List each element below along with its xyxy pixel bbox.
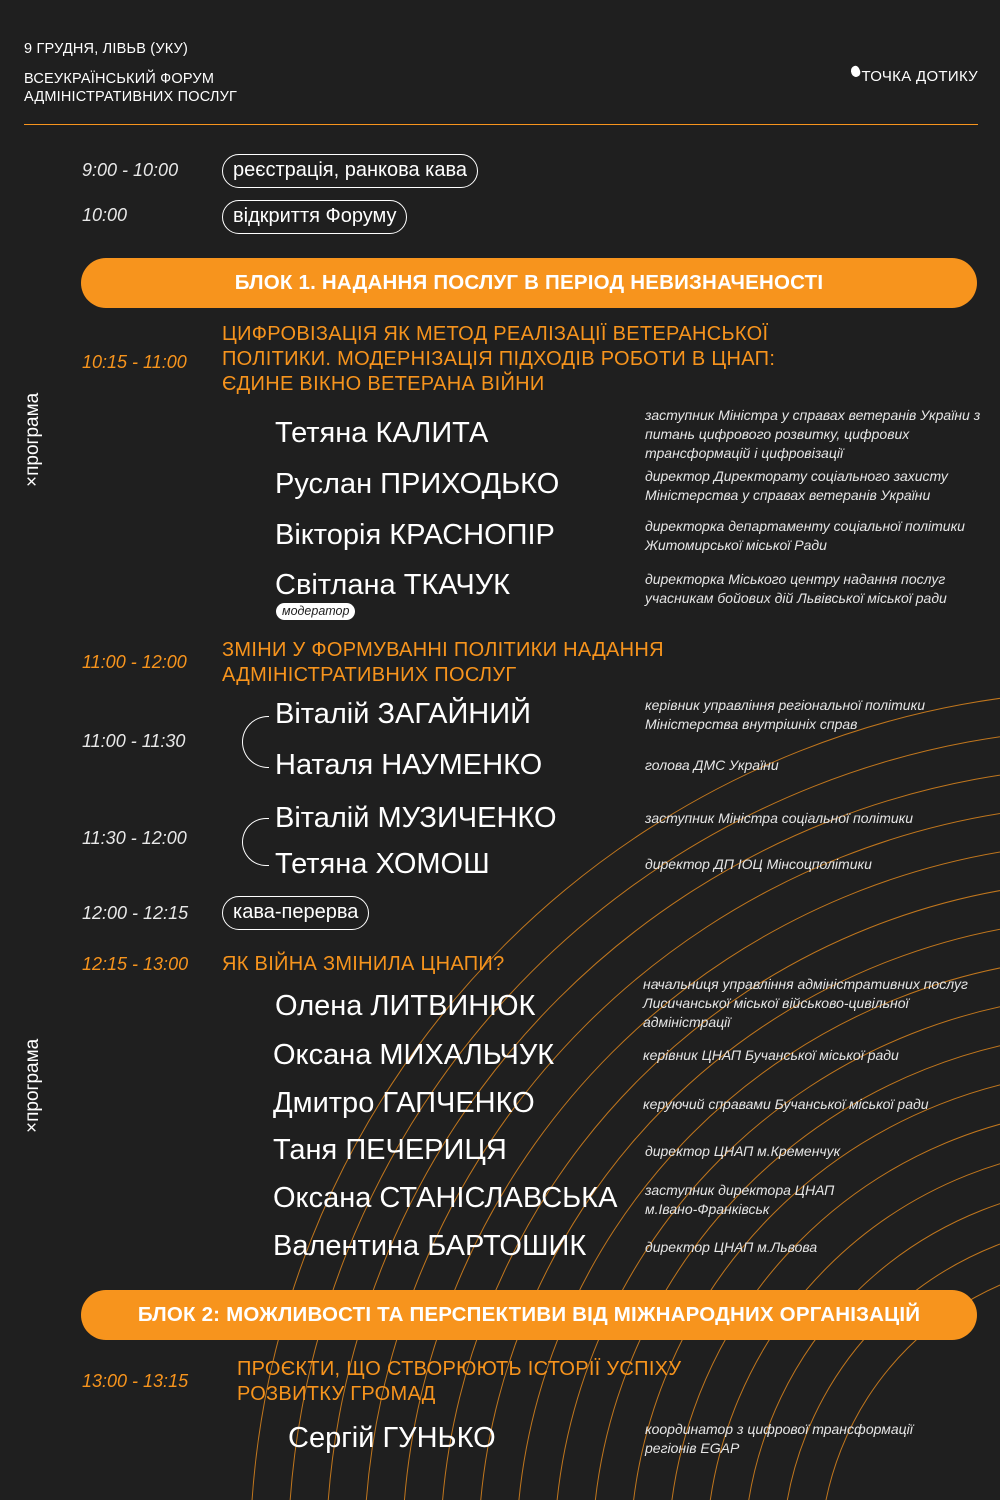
- speaker-role: директор ДП ІОЦ Мінсоцполітики: [645, 856, 872, 872]
- speaker-role: заступник Міністра соціальної політики: [645, 810, 914, 826]
- event-header: [24, 40, 284, 106]
- speaker-name: Вікторія КРАСНОПІР: [275, 519, 555, 551]
- speaker-role: заступник Міністра у справах ветеранів України з питань цифрового розвитку, цифрових трансформацій і цифровізації: [645, 407, 981, 461]
- speaker-role: директорка Міського центру надання послуг учасникам бойових дій Львівської міської ради: [645, 571, 947, 606]
- group1-time: 11:00 - 11:30: [82, 731, 186, 751]
- speaker-role: заступник директора ЦНАП м.Івано-Франківськ: [645, 1182, 835, 1217]
- speaker-role: координатор з цифрової трансформації регіонів EGAP: [645, 1421, 913, 1456]
- speaker-role: начальниця управління адміністративних послуг Лисичанської міської військово-цивільної адміністрації: [643, 976, 968, 1030]
- speaker-name: Оксана СТАНІСЛАВСЬКА: [273, 1182, 618, 1214]
- block2-session1-title: ПРОЄКТИ, ЩО СТВОРЮЮТЬ ІСТОРІЇ УСПІХУ РОЗВИТКУ ГРОМАД: [237, 1358, 682, 1405]
- block2-banner: БЛОК 2: МОЖЛИВОСТІ ТА ПЕРСПЕКТИВИ ВІД МІЖНАРОДНИХ ОРГАНІЗАЦІЙ: [81, 1290, 977, 1340]
- block2-session1-time: 13:00 - 13:15: [82, 1371, 189, 1391]
- group2-time: 11:30 - 12:00: [82, 828, 187, 848]
- session3-title: ЯК ВІЙНА ЗМІНИЛА ЦНАПИ?: [222, 953, 505, 975]
- block1-banner: БЛОК 1. НАДАННЯ ПОСЛУГ В ПЕРІОД НЕВИЗНАЧЕНОСТІ: [81, 258, 977, 308]
- intro-time-opening: 10:00: [82, 205, 128, 225]
- session2-title: ЗМІНИ У ФОРМУВАННІ ПОЛІТИКИ НАДАННЯ АДМІНІСТРАТИВНИХ ПОСЛУГ: [222, 639, 664, 686]
- speaker-role: директор ЦНАП м.Львова: [645, 1239, 818, 1255]
- decorative-arc: [782, 1222, 1000, 1500]
- side-label-program-bottom: ×програма: [22, 1038, 43, 1133]
- group-bracket: [242, 818, 269, 866]
- session1-time: 10:15 - 11:00: [82, 352, 187, 372]
- speaker-role: керівник управління регіональної політики Міністерства внутрішніх справ: [645, 697, 925, 732]
- decorative-arc: [516, 956, 1000, 1500]
- session2-time: 11:00 - 12:00: [82, 652, 187, 672]
- moderator-badge: модератор: [276, 603, 355, 620]
- pill-opening: відкриття Форуму: [222, 200, 407, 234]
- drop-icon: [850, 65, 863, 79]
- speaker-role: директор Директорату соціального захисту Міністерства у справах ветеранів України: [645, 468, 948, 503]
- speaker-name: Світлана ТКАЧУК: [275, 569, 511, 601]
- group-bracket: [242, 716, 269, 768]
- speaker-role: директор ЦНАП м.Кременчук: [645, 1143, 841, 1159]
- speaker-role: керівник ЦНАП Бучанської міської ради: [643, 1047, 899, 1063]
- brand-logo: [851, 68, 978, 85]
- speaker-name: Наталя НАУМЕНКО: [275, 749, 543, 781]
- break-time: 12:00 - 12:15: [82, 903, 189, 923]
- session3-time: 12:15 - 13:00: [82, 954, 189, 974]
- logo-text: ТОЧКА ДОТИКУ: [861, 68, 978, 85]
- speaker-name: Таня ПЕЧЕРИЦЯ: [273, 1134, 507, 1166]
- speaker-role: керуючий справами Бучанської міської ради: [643, 1096, 929, 1112]
- pill-registration: реєстрація, ранкова кава: [222, 154, 478, 188]
- intro-time-registration: 9:00 - 10:00: [82, 160, 179, 180]
- side-label-program-top: ×програма: [22, 392, 43, 487]
- header-divider: [24, 124, 978, 125]
- pill-coffee-break: кава-перерва: [222, 896, 369, 930]
- speaker-name: Тетяна КАЛИТА: [275, 417, 489, 449]
- speaker-role: директорка департаменту соціальної політики Житомирської міської Ради: [645, 518, 965, 553]
- speaker-name: Тетяна ХОМОШ: [275, 848, 490, 880]
- speaker-name: Дмитро ГАПЧЕНКО: [273, 1087, 535, 1119]
- speaker-name: Валентина БАРТОШИК: [273, 1230, 587, 1262]
- speaker-name: Віталій ЗАГАЙНИЙ: [275, 698, 531, 730]
- speaker-name: Олена ЛИТВИНЮК: [275, 990, 536, 1022]
- speaker-role: голова ДМС України: [645, 757, 779, 773]
- speaker-name: Віталій МУЗИЧЕНКО: [275, 802, 557, 834]
- forum-title: ВСЕУКРАЇНСЬКИЙ ФОРУМ АДМІНІСТРАТИВНИХ ПОСЛУГ: [24, 71, 238, 105]
- speaker-name: Руслан ПРИХОДЬКО: [275, 468, 560, 500]
- speaker-name: Сергій ГУНЬКО: [288, 1422, 496, 1454]
- session1-title: ЦИФРОВІЗАЦІЯ ЯК МЕТОД РЕАЛІЗАЦІЇ ВЕТЕРАНСЬКОЇ ПОЛІТИКИ. МОДЕРНІЗАЦІЯ ПІДХОДІВ РОБОТИ В ЦНАП: ЄДИНЕ ВІКНО ВЕТЕРАНА ВІЙНИ: [222, 323, 776, 395]
- event-date-location: 9 ГРУДНЯ, ЛІВЬВ (УКУ): [24, 41, 188, 57]
- speaker-name: Оксана МИХАЛЬЧУК: [273, 1039, 555, 1071]
